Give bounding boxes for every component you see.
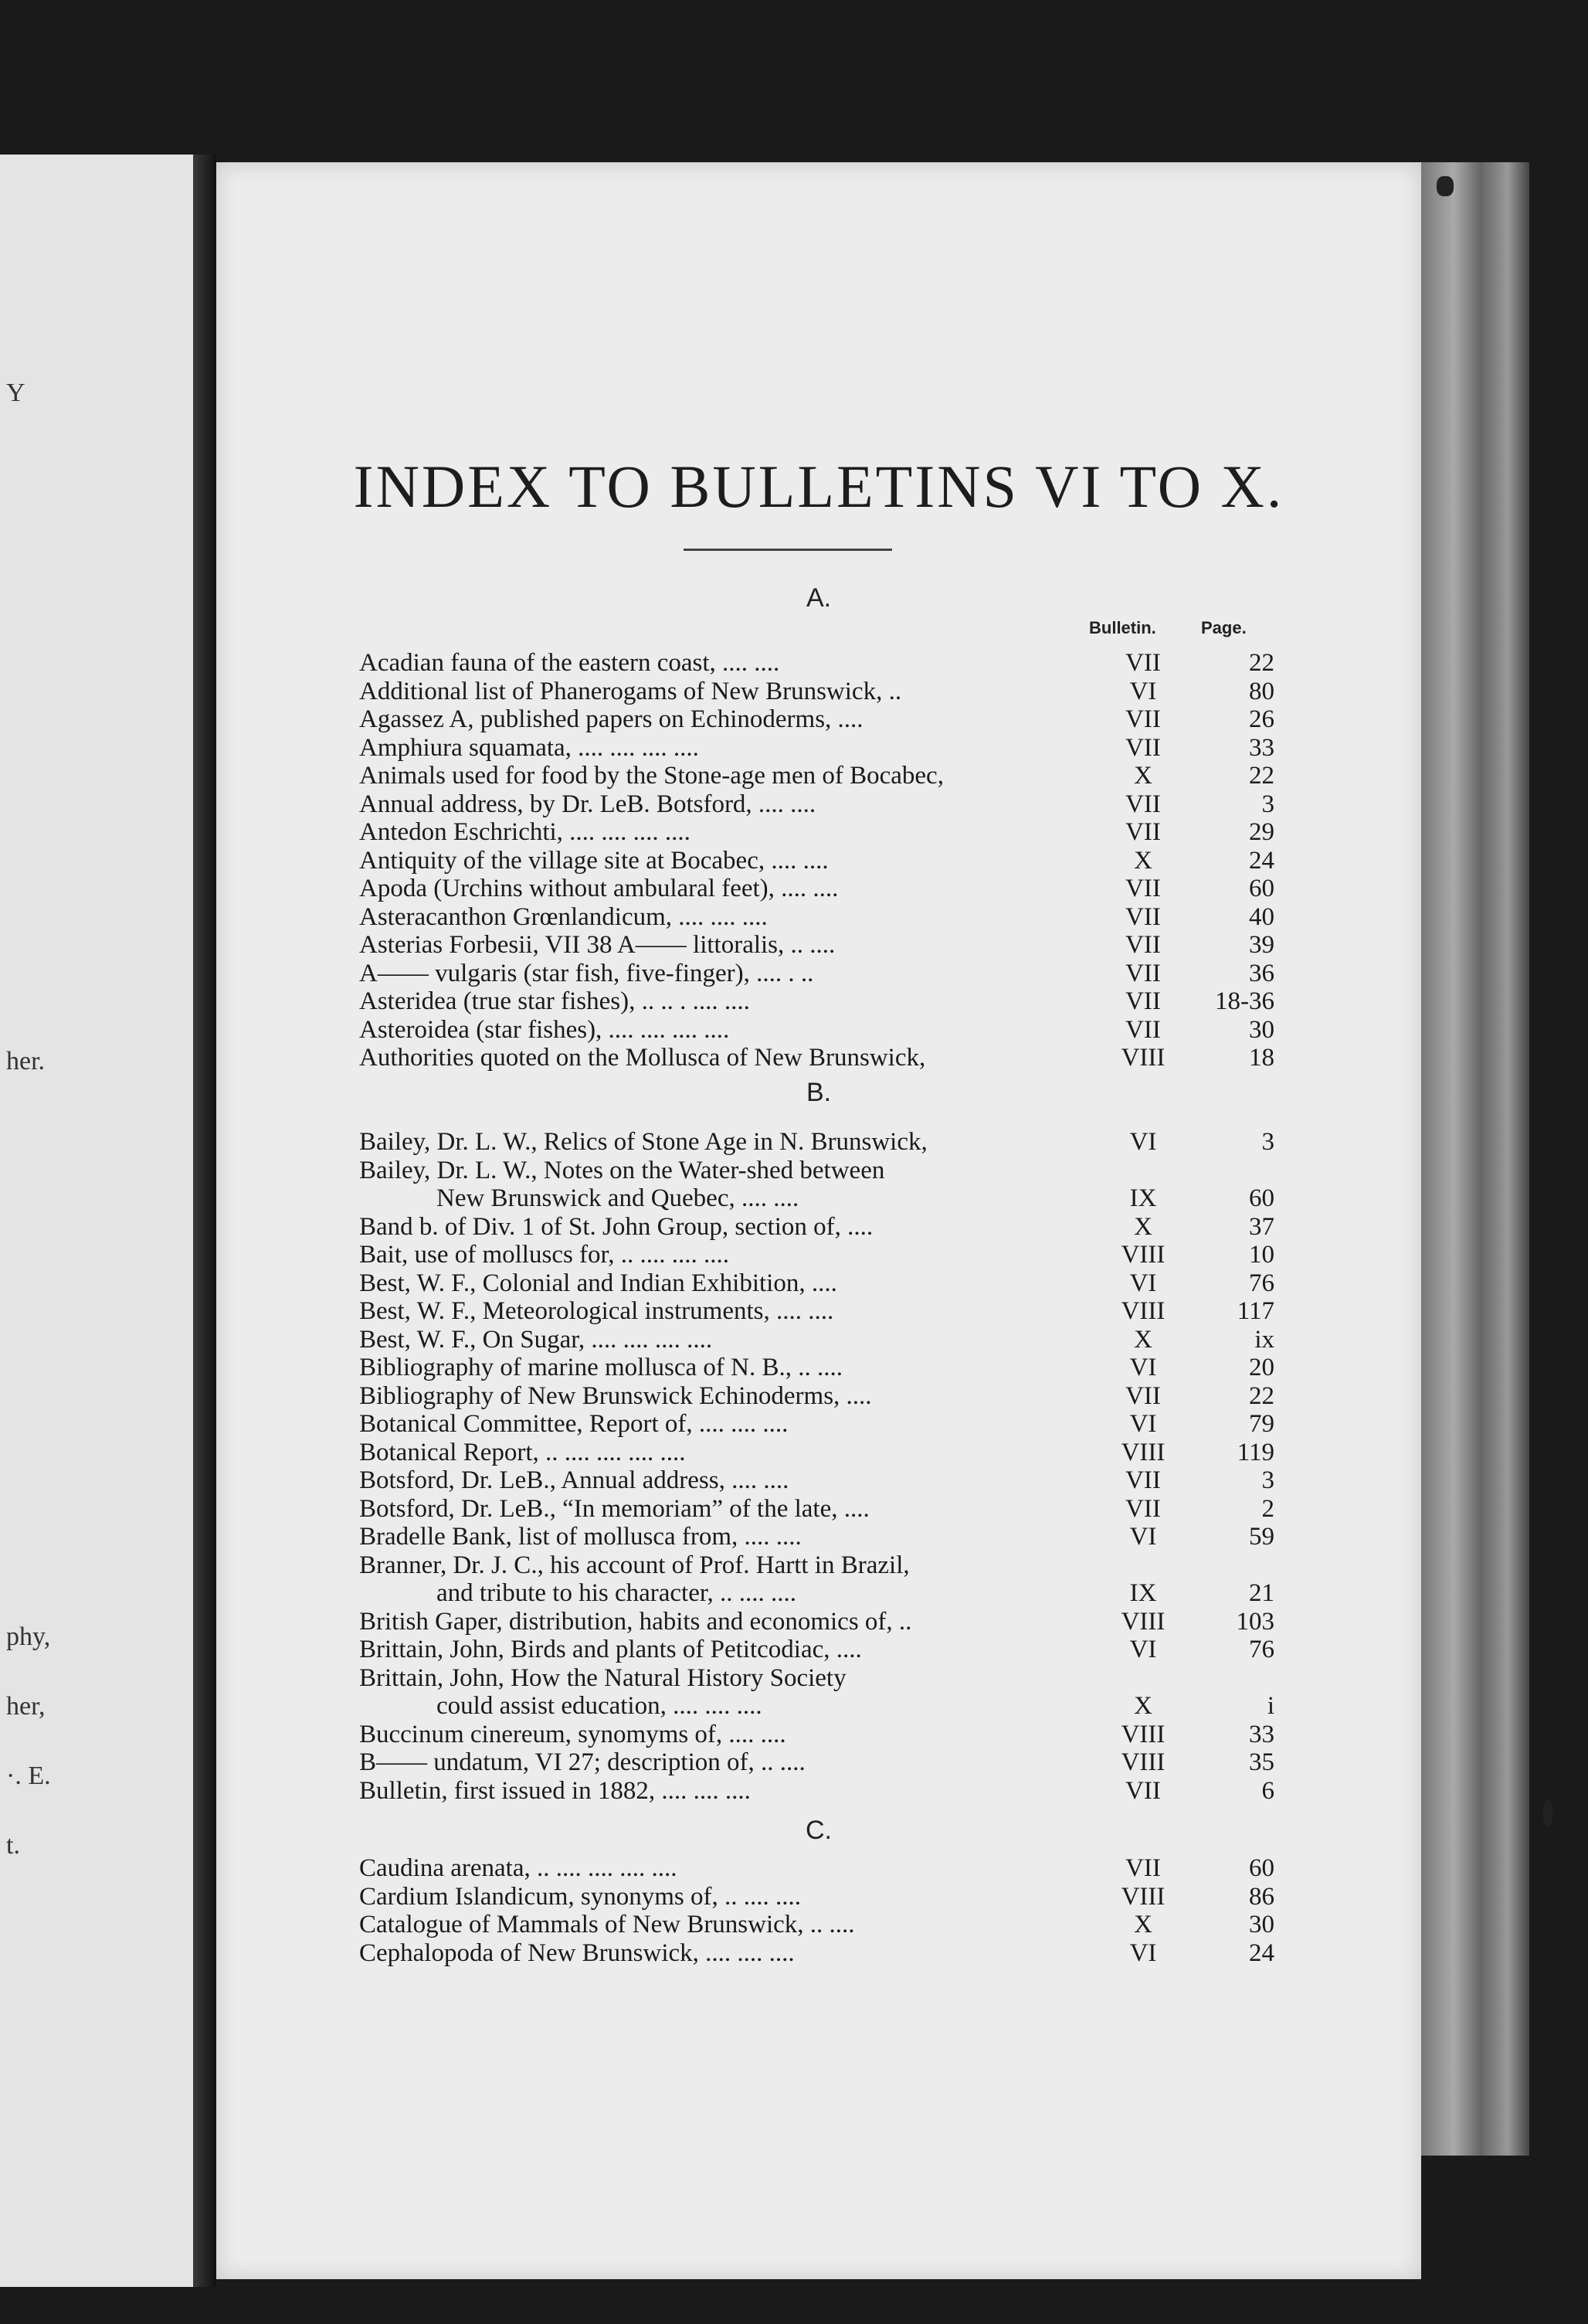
index-entry [216,678,1421,705]
entry-bulletin: VI [1129,1269,1157,1297]
entry-text: Brittain, John, How the Natural History Society [359,1663,847,1692]
entry-bulletin: X [1134,1325,1152,1354]
section-letter: B. [806,1078,832,1107]
entry-text: could assist education, .... .... .... [436,1692,762,1720]
entry-text: Asteroidea (star fishes), .... .... .... .... [359,1015,730,1044]
index-entry [216,987,1421,1015]
entry-page: 33 [1249,733,1274,762]
entry-page: 22 [1249,762,1274,790]
index-entry [216,875,1421,902]
entry-page: 30 [1249,1015,1274,1044]
entry-bulletin: VII [1125,959,1161,987]
entry-text: and tribute to his character, .. .... .... [436,1579,797,1607]
entry-page: i [1267,1692,1274,1720]
entry-page: 33 [1249,1720,1274,1748]
entry-text: Acadian fauna of the eastern coast, .... .... [359,649,780,677]
entry-page: 103 [1236,1607,1274,1636]
entry-text: Agassez A, published papers on Echinoderms, .... [359,705,864,733]
entry-bulletin: IX [1129,1184,1157,1212]
entry-page: 60 [1249,875,1274,902]
entry-page: 86 [1249,1882,1274,1911]
entry-bulletin: VII [1125,649,1161,677]
index-entry [216,1608,1421,1636]
bulletin-column-header: Bulletin. [1089,618,1156,637]
entry-bulletin: VII [1125,931,1161,959]
index-entry [216,1241,1421,1269]
entry-text: British Gaper, distribution, habits and economics of, .. [359,1607,912,1636]
scan-speck [1437,176,1454,196]
index-entry [216,1854,1421,1882]
entry-page: 29 [1249,818,1274,846]
entry-page: 2 [1261,1494,1274,1523]
index-entry [216,1721,1421,1748]
entry-text: Apoda (Urchins without ambularal feet), .... .... [359,875,839,902]
entry-page: 3 [1261,790,1274,818]
entry-bulletin: VIII [1121,1607,1166,1636]
entry-page: 24 [1249,846,1274,875]
entry-text: Botsford, Dr. LeB., Annual address, .... .... [359,1466,789,1494]
entry-bulletin: VI [1129,1523,1157,1551]
entry-bulletin: VII [1125,875,1161,902]
entry-bulletin: X [1134,762,1152,790]
entry-page: 39 [1249,931,1274,959]
entry-text: Cardium Islandicum, synonyms of, .. .... .... [359,1882,801,1911]
index-entry [216,1911,1421,1938]
entry-text: B—— undatum, VI 27; description of, .. .... [359,1748,806,1776]
index-entry [216,1382,1421,1410]
index-entry [216,1466,1421,1494]
entry-text: Botanical Committee, Report of, .... .... .... [359,1410,789,1438]
index-entry [216,762,1421,790]
index-entry [216,1326,1421,1354]
entry-bulletin: VII [1125,705,1161,733]
entry-text: Best, W. F., On Sugar, .... .... .... .... [359,1325,713,1354]
entry-text: Branner, Dr. J. C., his account of Prof. Hartt in Brazil, [359,1551,910,1579]
index-entry [216,818,1421,846]
entry-page: 18-36 [1215,987,1274,1015]
index-entry [216,649,1421,677]
index-entry [216,1523,1421,1551]
entry-text: Authorities quoted on the Mollusca of New Brunswick, [359,1044,926,1072]
entry-page: 20 [1249,1354,1274,1381]
index-entry [216,1157,1421,1184]
entry-text: Brittain, John, Birds and plants of Petitcodiac, .... [359,1636,862,1663]
left-page-fragment: Y [6,379,25,407]
entry-text: Asteracanthon Grœnlandicum, .... .... .... [359,902,768,931]
entry-text: Best, W. F., Colonial and Indian Exhibition, .... [359,1269,837,1297]
section-letter: C. [806,1816,832,1845]
entry-page: 79 [1249,1410,1274,1438]
entry-text: Cephalopoda of New Brunswick, .... .... .... [359,1938,795,1967]
book-gutter [193,155,216,2287]
entry-text: Botanical Report, .. .... .... .... .... [359,1438,686,1466]
index-entry [216,847,1421,875]
entry-page: 119 [1237,1438,1274,1466]
index-entry [216,1128,1421,1156]
entry-page: 37 [1249,1212,1274,1241]
entry-page: 59 [1249,1523,1274,1551]
entry-bulletin: X [1134,1692,1152,1720]
index-entry [216,1044,1421,1072]
index-entry [216,931,1421,959]
entry-bulletin: VII [1125,1466,1161,1494]
entry-bulletin: VIII [1121,1438,1166,1466]
index-entry [216,1184,1421,1212]
entry-text: Bradelle Bank, list of mollusca from, .... .... [359,1523,802,1551]
entry-bulletin: VIII [1121,1882,1166,1911]
entry-page: ix [1254,1325,1274,1354]
entry-bulletin: VI [1129,1410,1157,1438]
entry-text: Antedon Eschrichti, .... .... .... .... [359,818,691,846]
left-page-fragment: her, [6,1692,46,1721]
entry-text: Botsford, Dr. LeB., “In memoriam” of the late, .... [359,1494,870,1523]
left-page-fragment: her. [6,1047,46,1075]
left-facing-page [0,155,196,2287]
entry-bulletin: X [1134,1911,1152,1938]
entry-text: Catalogue of Mammals of New Brunswick, .. .... [359,1911,855,1938]
entry-text: Antiquity of the village site at Bocabec, .... .... [359,846,829,875]
section-letter: A. [806,583,832,613]
index-entry [216,1495,1421,1523]
index-entry [216,1269,1421,1297]
entry-bulletin: VI [1129,677,1157,705]
entry-bulletin: X [1134,1212,1152,1241]
index-entry [216,705,1421,733]
index-entry [216,1297,1421,1325]
index-entry [216,1410,1421,1438]
entry-bulletin: VII [1125,818,1161,846]
entry-bulletin: VIII [1121,1297,1166,1325]
entry-text: Bailey, Dr. L. W., Notes on the Water-shed between [359,1156,885,1184]
entry-page: 76 [1249,1636,1274,1663]
index-entry [216,1692,1421,1720]
entry-page: 76 [1249,1269,1274,1297]
entry-page: 22 [1249,1381,1274,1410]
entry-text: Animals used for food by the Stone-age men of Bocabec, [359,762,944,790]
index-entry [216,1664,1421,1692]
entry-text: Bibliography of New Brunswick Echinoderms, .... [359,1381,872,1410]
entry-page: 10 [1249,1241,1274,1269]
entry-page: 24 [1249,1938,1274,1967]
index-page [216,162,1421,2279]
page-title: INDEX TO BULLETINS VI TO X. [353,453,1284,520]
entry-text: Additional list of Phanerogams of New Brunswick, .. [359,677,902,705]
index-entry [216,1777,1421,1805]
entry-text: Asteridea (true star fishes), .. .. . .... .... [359,987,750,1015]
index-entry [216,1939,1421,1967]
index-entry [216,734,1421,762]
entry-page: 6 [1261,1776,1274,1805]
entry-bulletin: VIII [1121,1241,1166,1269]
index-entry [216,1748,1421,1776]
entry-bulletin: VII [1125,1015,1161,1044]
entry-text: Bailey, Dr. L. W., Relics of Stone Age in N. Brunswick, [359,1128,928,1156]
entry-bulletin: VIII [1121,1748,1166,1776]
entry-bulletin: IX [1129,1579,1157,1607]
entry-bulletin: VII [1125,987,1161,1015]
entry-text: Amphiura squamata, .... .... .... .... [359,733,699,762]
entry-page: 21 [1249,1579,1274,1607]
entry-bulletin: VIII [1121,1720,1166,1748]
entry-text: New Brunswick and Quebec, .... .... [436,1184,799,1212]
entry-text: Caudina arenata, .. .... .... .... .... [359,1854,677,1882]
index-entry [216,903,1421,931]
title-rule [684,549,892,551]
index-entry [216,1016,1421,1044]
entry-text: Asterias Forbesii, VII 38 A—— littoralis, .. .... [359,931,836,959]
entry-bulletin: VI [1129,1938,1157,1967]
entry-bulletin: VIII [1121,1044,1166,1072]
index-entry [216,1354,1421,1381]
index-entry [216,1883,1421,1911]
entry-bulletin: VII [1125,790,1161,818]
entry-bulletin: VII [1125,902,1161,931]
entry-page: 18 [1249,1044,1274,1072]
entry-page: 40 [1249,902,1274,931]
index-entry [216,1579,1421,1607]
index-entry [216,960,1421,987]
entry-text: Annual address, by Dr. LeB. Botsford, .... .... [359,790,816,818]
entry-page: 26 [1249,705,1274,733]
entry-page: 60 [1249,1854,1274,1882]
index-entry [216,790,1421,818]
left-page-fragment: t. [6,1831,20,1860]
entry-page: 117 [1237,1297,1274,1325]
entry-page: 30 [1249,1911,1274,1938]
entry-bulletin: X [1134,846,1152,875]
entry-text: Best, W. F., Meteorological instruments, .... .... [359,1297,834,1325]
entry-text: Band b. of Div. 1 of St. John Group, section of, .... [359,1212,874,1241]
entry-text: A—— vulgaris (star fish, five-finger), .... . .. [359,959,814,987]
index-entry [216,1551,1421,1579]
entry-bulletin: VII [1125,1381,1161,1410]
index-entry [216,1213,1421,1241]
entry-page: 80 [1249,677,1274,705]
entry-bulletin: VII [1125,733,1161,762]
index-entry [216,1636,1421,1663]
entry-text: Bibliography of marine mollusca of N. B., .. .... [359,1354,843,1381]
entry-text: Bait, use of molluscs for, .. .... .... .... [359,1241,729,1269]
left-page-fragment: phy, [6,1622,51,1651]
entry-text: Buccinum cinereum, synomyms of, .... .... [359,1720,786,1748]
entry-page: 35 [1249,1748,1274,1776]
left-page-fragment: ·. E. [6,1762,51,1790]
page-column-header: Page. [1201,618,1247,637]
entry-bulletin: VII [1125,1776,1161,1805]
entry-page: 60 [1249,1184,1274,1212]
entry-bulletin: VI [1129,1128,1157,1156]
entry-bulletin: VII [1125,1854,1161,1882]
entry-page: 3 [1261,1466,1274,1494]
page-edges [1421,162,1529,2156]
entry-text: Bulletin, first issued in 1882, .... .... .... [359,1776,751,1805]
entry-bulletin: VI [1129,1354,1157,1381]
scan-speck [1543,1800,1552,1826]
entry-bulletin: VI [1129,1636,1157,1663]
entry-page: 22 [1249,649,1274,677]
entry-page: 3 [1261,1128,1274,1156]
index-entry [216,1439,1421,1466]
entry-bulletin: VII [1125,1494,1161,1523]
entry-page: 36 [1249,959,1274,987]
